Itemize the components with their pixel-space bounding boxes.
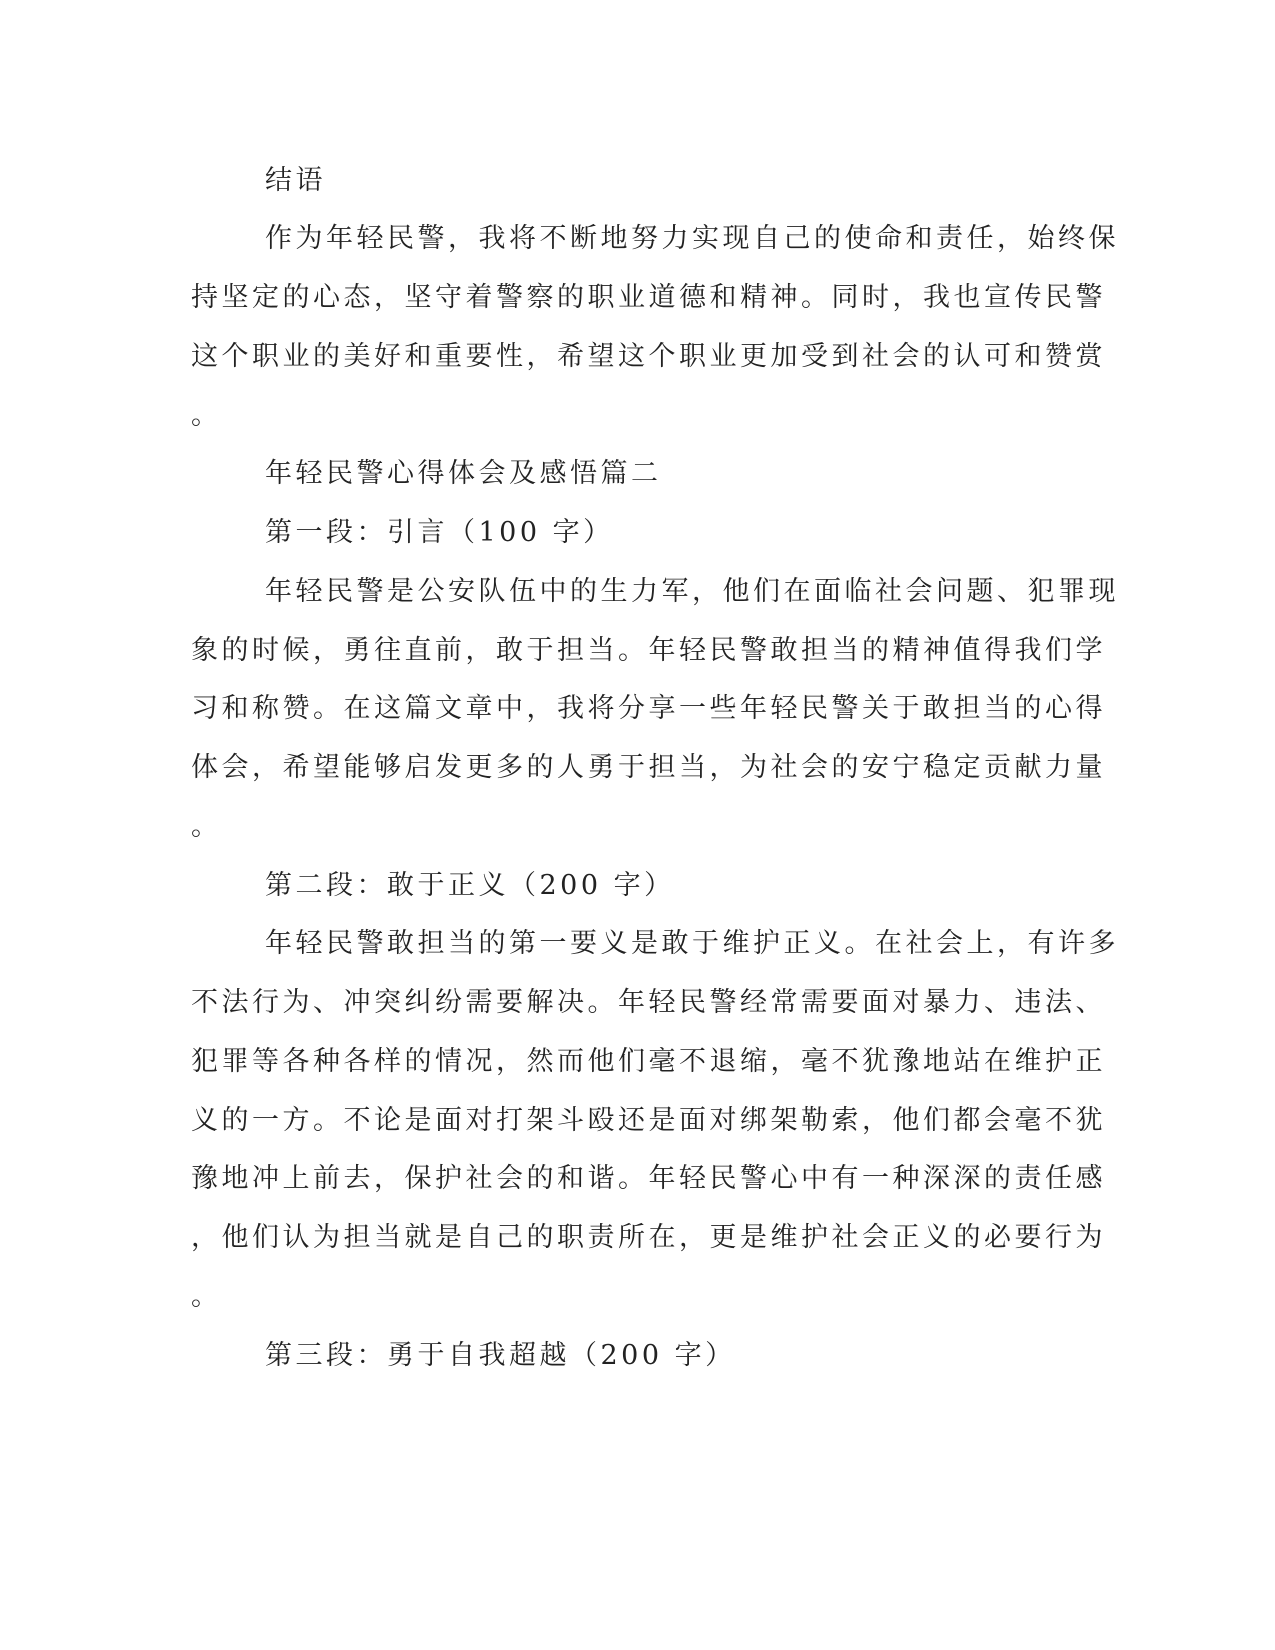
paragraph-line: 。 <box>191 1281 222 1312</box>
paragraph-line: 这个职业的美好和重要性，希望这个职业更加受到社会的认可和赞赏 <box>191 341 1106 372</box>
section-heading-1: 第一段：引言（100 字） <box>265 517 614 548</box>
paragraph-line: 作为年轻民警，我将不断地努力实现自己的使命和责任，始终保 <box>265 223 1119 254</box>
paragraph-line: ，他们认为担当就是自己的职责所在，更是维护社会正义的必要行为 <box>191 1222 1106 1253</box>
paragraph-line: 。 <box>191 400 222 431</box>
paragraph-line: 习和称赞。在这篇文章中，我将分享一些年轻民警关于敢担当的心得 <box>191 693 1106 724</box>
section-heading-2: 第二段：敢于正义（200 字） <box>265 870 675 901</box>
paragraph-line: 年轻民警是公安队伍中的生力军，他们在面临社会问题、犯罪现 <box>265 576 1119 607</box>
paragraph-line: 不法行为、冲突纠纷需要解决。年轻民警经常需要面对暴力、违法、 <box>191 987 1106 1018</box>
paragraph-line: 体会，希望能够启发更多的人勇于担当，为社会的安宁稳定贡献力量 <box>191 752 1106 783</box>
paragraph-line: 持坚定的心态，坚守着警察的职业道德和精神。同时，我也宣传民警 <box>191 282 1106 313</box>
paragraph-line: 象的时候，勇往直前，敢于担当。年轻民警敢担当的精神值得我们学 <box>191 635 1106 666</box>
paragraph-line: 豫地冲上前去，保护社会的和谐。年轻民警心中有一种深深的责任感 <box>191 1163 1106 1194</box>
section-heading-3: 第三段：勇于自我超越（200 字） <box>265 1340 736 1371</box>
section-heading-conclusion: 结语 <box>265 165 326 196</box>
article-title: 年轻民警心得体会及感悟篇二 <box>265 458 662 489</box>
paragraph-line: 犯罪等各种各样的情况，然而他们毫不退缩，毫不犹豫地站在维护正 <box>191 1046 1106 1077</box>
paragraph-line: 义的一方。不论是面对打架斗殴还是面对绑架勒索，他们都会毫不犹 <box>191 1105 1106 1136</box>
paragraph-line: 年轻民警敢担当的第一要义是敢于维护正义。在社会上，有许多 <box>265 928 1119 959</box>
paragraph-line: 。 <box>191 811 222 842</box>
